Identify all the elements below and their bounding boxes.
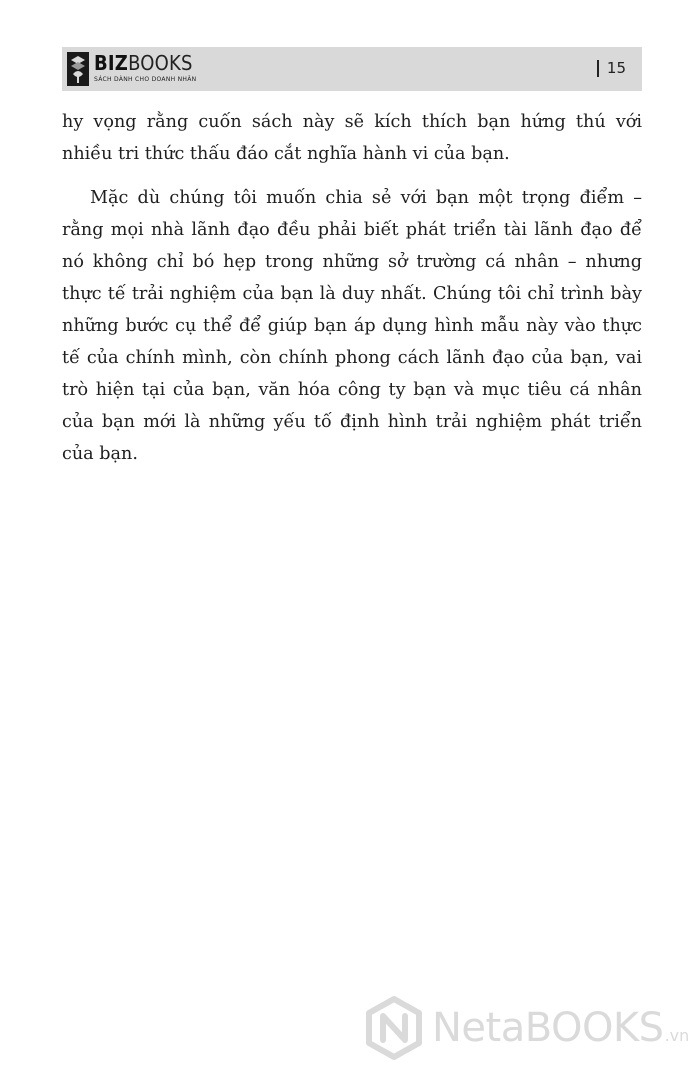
logo-brand-bold: BIZ — [94, 51, 129, 75]
page-number-divider — [597, 60, 599, 77]
bizbooks-logo — [67, 52, 196, 86]
bizbooks-emblem-icon — [67, 52, 89, 86]
netabooks-watermark — [364, 994, 689, 1062]
page-number-value: 15 — [606, 59, 626, 77]
running-header — [62, 47, 642, 91]
logo-tagline: SÁCH DÀNH CHO DOANH NHÂN — [94, 76, 197, 83]
page-body — [62, 106, 642, 470]
paragraph: Mặc dù chúng tôi muốn chia sẻ với bạn một trọng điểm – rằng mọi nhà lãnh đạo đều phải biết phát triển tài lãnh đạo để nó không chỉ bó hẹp trong những sở trường cá nhân – nhưng thực tế trải nghiệm của bạn là duy nhất. Chúng tôi chỉ trình bày những bước cụ thể để giúp bạn áp dụng hình mẫu này vào thực tế của chính mình, còn chính phong cách lãnh đạo của bạn, vai trò hiện tại của bạn, văn hóa công ty bạn và mục tiêu cá nhân của bạn mới là những yếu tố định hình trải nghiệm phát triển của bạn. — [62, 188, 642, 464]
logo-brand-light: BOOKS — [128, 51, 193, 75]
page-number — [597, 59, 626, 77]
watermark-text — [432, 1005, 689, 1051]
paragraph-continued: hy vọng rằng cuốn sách này sẽ kích thích bạn hứng thú với nhiều tri thức thấu đáo cắt nghĩa hành vi của bạn. — [62, 112, 642, 164]
netabooks-n-hexagon-icon — [364, 996, 424, 1060]
watermark-suffix: .vn — [664, 1026, 690, 1045]
watermark-brand: NetaBOOKS — [432, 1005, 664, 1051]
logo-brand-name — [94, 53, 196, 73]
